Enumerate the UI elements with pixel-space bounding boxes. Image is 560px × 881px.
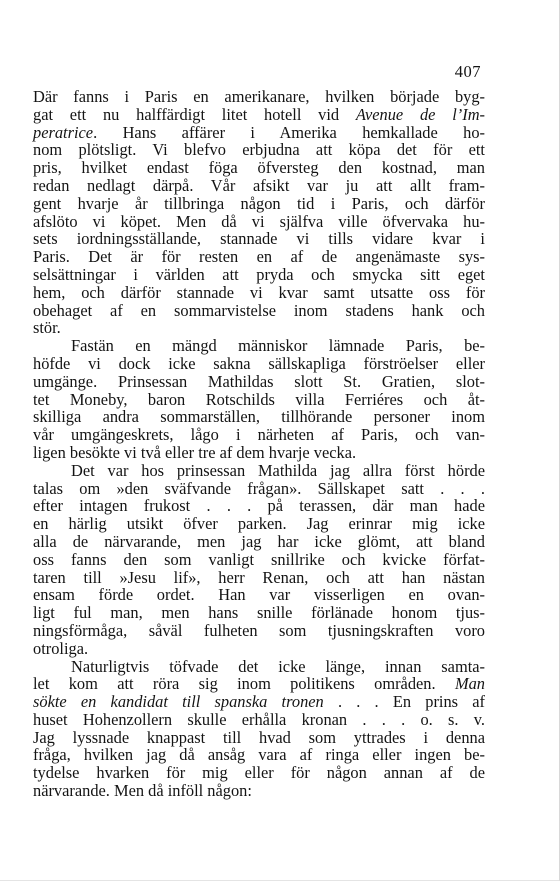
body-text [33, 88, 485, 800]
text-line: hem, och därför stannade vi kvar samt utsatte oss för [33, 282, 485, 302]
text-line: närvarande. Men då inföll någon: [33, 781, 252, 801]
text-line: talas om »den sväfvande frågan». Sällskapet satt . . . [33, 478, 485, 498]
text-line: taren till »Jesu lif», herr Renan, och att han nästan [33, 567, 485, 587]
text-line: peratrice. Hans affärer i Amerika hemkallade ho- [33, 122, 485, 142]
text-line: en härlig utsikt öfver parken. Jag erinrar mig icke [33, 514, 485, 534]
text-line: oss fanns den som vanligt snillrike och kvicke förfat- [33, 549, 485, 569]
text-line: Jag lyssnade knappast till hvad som yttrades i denna [33, 727, 485, 747]
text-line: sets iordningsställande, stannade vi tills vidare kvar i [33, 229, 485, 249]
text-line: stör. [33, 318, 61, 338]
text-line: Paris. Det är för resten en af de angenämaste sys- [33, 247, 485, 267]
text-line: ligt ful man, men hans snille förlänade honom tjus- [33, 603, 485, 623]
text-line: skilliga andra sommarställen, tillhörande personer inom [33, 407, 485, 427]
paragraph [33, 337, 485, 462]
text-line: obehaget af en sommarvistelse inom stadens hank och [33, 300, 485, 320]
text-line: nom plötsligt. Vi blefvo erbjudna att köpa det för ett [33, 140, 485, 160]
text-line: selsättningar i världen att pryda och smycka sitt eget [33, 264, 485, 284]
text-line: redan nedlagt därpå. Vår afsikt var ju att allt fram- [33, 175, 485, 195]
text-line: ningsförmåga, såväl fulheten som tjusningskraften voro [33, 620, 485, 640]
text-line: umgänge. Prinsessan Mathildas slott St. Gratien, slot- [33, 371, 485, 391]
text-line: huset Hohenzollern skulle erhålla kronan . . . o. s. v. [33, 709, 485, 729]
text-line: let kom att röra sig inom politikens områden. Man [33, 674, 485, 694]
text-line: ensam förde ordet. Han var visserligen en ovan- [33, 585, 485, 605]
text-line: otroliga. [33, 638, 89, 658]
text-line: tet Moneby, baron Rotschilds villa Ferriéres och åt- [33, 389, 485, 409]
text-line: afslöto vi köpet. Men då vi själfva ville öfvervaka hu- [33, 211, 485, 231]
text-line: ligen besökte vi två eller tre af dem hvarje vecka. [33, 442, 357, 462]
text-line: höfde vi dock icke sakna sällskapliga förströelser eller [33, 353, 485, 373]
text-line: Där fanns i Paris en amerikanare, hvilken började byg- [33, 87, 485, 106]
text-line: fråga, hvilken jag då ansåg vara af ringa eller ingen be- [33, 745, 485, 765]
text-line: efter intagen frukost . . . på terassen, där man hade [33, 496, 485, 516]
text-line: pris, hvilket endast föga öfversteg den kostnad, man [33, 158, 485, 178]
text-line: Det var hos prinsessan Mathilda jag allra först hörde [71, 460, 485, 480]
text-line: sökte en kandidat till spanska tronen . . . En prins af [33, 692, 485, 712]
text-line: Naturligtvis töfvade det icke länge, innan samta- [71, 656, 485, 676]
paragraph [33, 88, 485, 337]
text-line: tydelse hvarken för mig eller för någon annan af de [33, 763, 485, 783]
paragraph [33, 462, 485, 658]
paragraph [33, 658, 485, 800]
text-line: gent hvarje år tillbringa någon tid i Paris, och därför [33, 193, 485, 213]
page-number: 407 [454, 62, 481, 81]
text-line: gat ett nu halffärdigt litet hotell vid Avenue de l’Im- [33, 104, 485, 124]
text-line: Fastän en mängd människor lämnade Paris, be- [71, 336, 485, 356]
text-line: alla de närvarande, men jag har icke glömt, att bland [33, 531, 485, 551]
text-line: vår umgängeskrets, lågo i närheten af Paris, och van- [33, 425, 485, 445]
